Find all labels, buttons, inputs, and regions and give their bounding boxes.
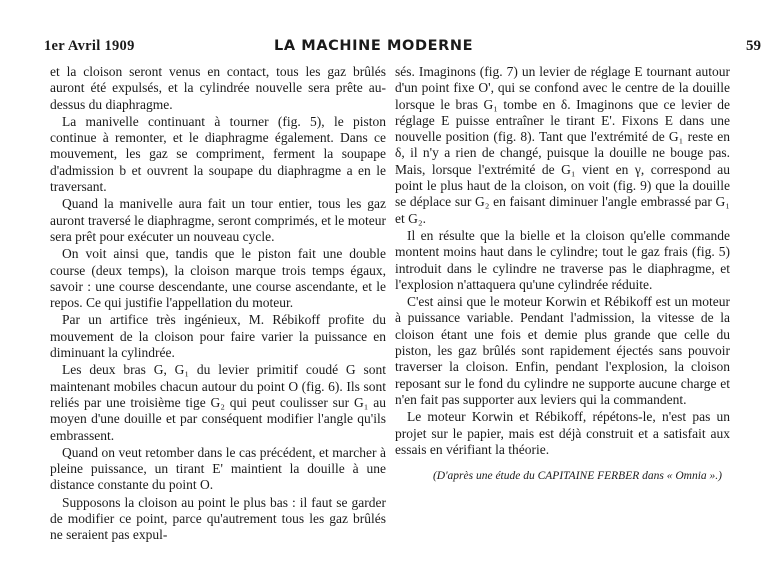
paragraph: Les deux bras G, G₁ du levier primitif coudé G sont maintenant mobiles chacun autour du point O (fig. 6). Ils sont reliés par une troisième tige G₂ qui peut coulisser sur G₁ au moyen d'une douille et par conséquent modifier l'angle qu'ils embrassent. [50,362,386,443]
paragraph: Quand la manivelle aura fait un tour entier, tous les gaz auront traversé le diaphragme, seront comprimés, et le moteur sera prêt pour exécuter un nouveau cycle. [50,196,386,244]
source-credit: (D'après une étude du CAPITAINE FERBER dans « Omnia ».) [432,470,722,483]
page-header [44,38,761,58]
paragraph: On voit ainsi que, tandis que le piston fait une double course (deux temps), la cloison marque trois temps égaux, savoir : une course descendante, une course ascendante, et le repos. Ce qui justifie l'appellation du moteur. [50,246,386,311]
paragraph: sés. Imaginons (fig. 7) un levier de réglage E tournant autour d'un point fixe O', qui se confond avec le centre de la douille lorsque le bras G₁ tombe en δ. Imaginons que ce levier de réglage E puisse entraîner le tirant E'. Fixons E dans une nouvelle position (fig. 8). Tant que l'extrémité de G₁ reste en δ, il n'y a rien de changé, puisque la douille ne bouge pas. Mais, lorsque l'extrémité de G₁ vient en γ, correspond au point le plus haut de la cloison, on voit (fig. 9) que la douille se déplace sur G₂ en faisant diminuer l'angle embrassé par G₁ et G₂. [395,64,730,226]
paragraph: Il en résulte que la bielle et la cloison qu'elle commande montent moins haut dans le cylindre; tout le gaz frais (fig. 5) introduit dans le cylindre ne traverse pas le diaphragme, et l'explosion n'attaquera qu'une cylindrée réduite. [395,227,730,292]
paragraph: Le moteur Korwin et Rébikoff, répétons-le, n'est pas un projet sur le papier, mais est déjà construit et a satisfait aux essais en vérifiant la théorie. [395,409,730,457]
issue-date: 1er Avril 1909 [44,38,135,54]
left-column [50,64,386,584]
paragraph: Supposons la cloison au point le plus bas : il faut se garder de modifier ce point, parce qu'autrement tous les gaz brûlés ne seraient pas expul- [50,494,386,543]
journal-title: LA MACHINE MODERNE [274,38,474,54]
paragraph: et la cloison seront venus en contact, tous les gaz brûlés auront été expulsés, et la cylindrée nouvelle sera prête au-dessus du diaphragme. [50,64,386,112]
paragraph: La manivelle continuant à tourner (fig. 5), le piston continue à remonter, et le diaphragme également. Dans ce mouvement, les gaz se compriment, ferment la soupape d'admission b et ouvrent la soupape du diaphragme a en le traversant. [50,113,386,195]
page-number: 59 [746,38,761,54]
right-column [395,64,730,584]
paragraph: Par un artifice très ingénieux, M. Rébikoff profite du mouvement de la cloison pour faire varier la puissance en diminuant la cylindrée. [50,312,386,361]
paragraph: C'est ainsi que le moteur Korwin et Rébikoff est un moteur à puissance variable. Pendant l'admission, la vitesse de la cloison étant une fois et demie plus grande que celle du piston, les gaz brûlés sont rapidement éjectés sans pouvoir traverser la cloison. Enfin, pendant l'explosion, la cloison reposant sur le fond du cylindre ne supporte aucune charge et n'en fait pas supporter aux leviers qui la commandent. [395,294,730,407]
paragraph: Quand on veut retomber dans le cas précédent, et marcher à pleine puissance, un tirant E' maintient la douille à une distance constante du point O. [50,444,386,493]
